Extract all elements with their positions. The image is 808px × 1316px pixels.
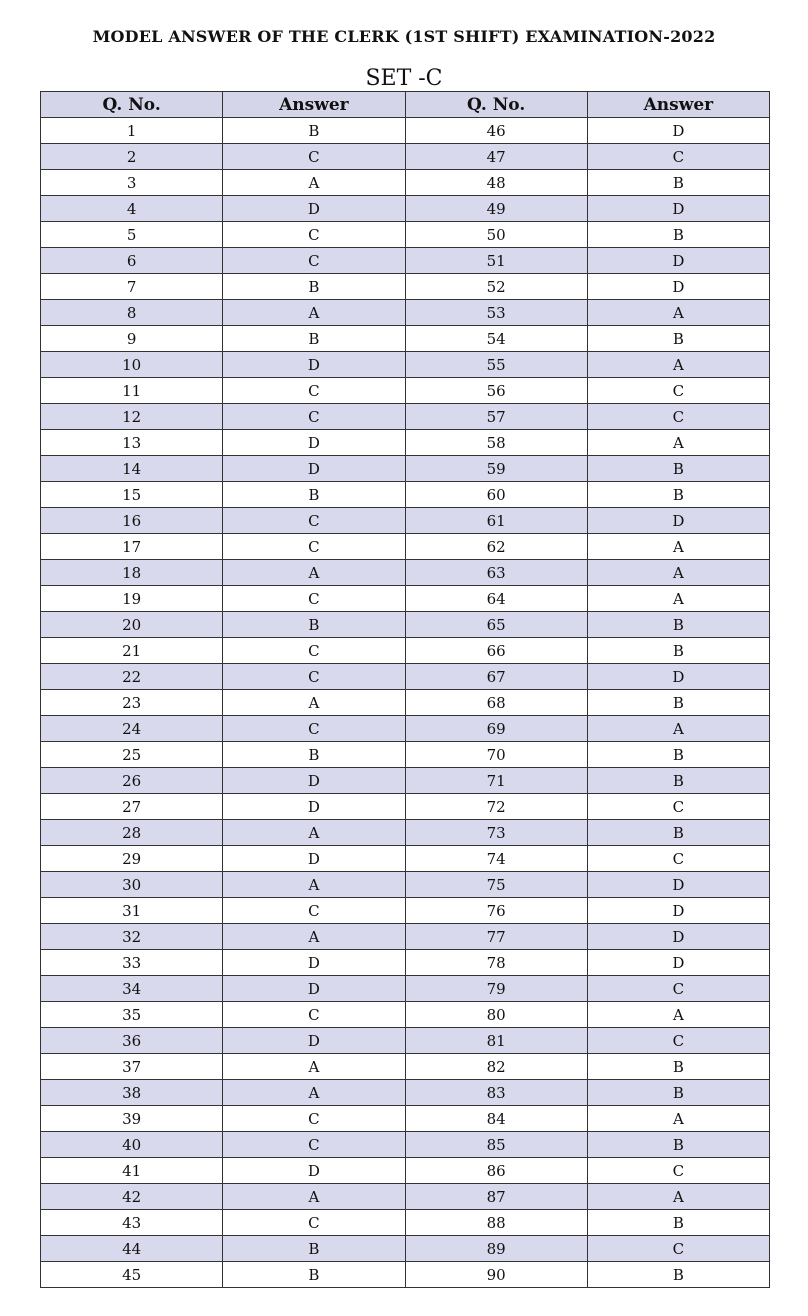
cell-answer-right: D (587, 118, 769, 144)
cell-answer-left: D (223, 430, 405, 456)
cell-qno-right: 60 (405, 482, 587, 508)
table-row (41, 248, 770, 274)
cell-qno-right: 77 (405, 924, 587, 950)
cell-answer-left: B (223, 326, 405, 352)
table-row (41, 1106, 770, 1132)
cell-answer-left: D (223, 976, 405, 1002)
cell-qno-left: 27 (41, 794, 223, 820)
cell-qno-right: 79 (405, 976, 587, 1002)
cell-answer-left: C (223, 248, 405, 274)
table-row (41, 1054, 770, 1080)
cell-answer-right: D (587, 950, 769, 976)
cell-answer-left: C (223, 222, 405, 248)
cell-qno-right: 81 (405, 1028, 587, 1054)
cell-answer-right: B (587, 638, 769, 664)
cell-qno-right: 53 (405, 300, 587, 326)
cell-qno-right: 84 (405, 1106, 587, 1132)
cell-qno-left: 23 (41, 690, 223, 716)
cell-answer-left: A (223, 1080, 405, 1106)
cell-qno-right: 82 (405, 1054, 587, 1080)
cell-qno-right: 85 (405, 1132, 587, 1158)
table-row (41, 1080, 770, 1106)
cell-answer-left: D (223, 456, 405, 482)
cell-answer-right: C (587, 1236, 769, 1262)
cell-qno-left: 25 (41, 742, 223, 768)
cell-answer-left: D (223, 768, 405, 794)
cell-answer-right: B (587, 1132, 769, 1158)
cell-qno-left: 10 (41, 352, 223, 378)
cell-qno-right: 78 (405, 950, 587, 976)
cell-answer-right: D (587, 664, 769, 690)
cell-answer-right: D (587, 872, 769, 898)
cell-answer-right: A (587, 1184, 769, 1210)
cell-answer-left: D (223, 1028, 405, 1054)
cell-answer-left: C (223, 898, 405, 924)
table-row (41, 326, 770, 352)
cell-answer-right: B (587, 1080, 769, 1106)
cell-answer-left: D (223, 794, 405, 820)
cell-answer-left: C (223, 508, 405, 534)
cell-qno-left: 31 (41, 898, 223, 924)
cell-answer-left: D (223, 1158, 405, 1184)
cell-qno-right: 90 (405, 1262, 587, 1288)
cell-qno-right: 66 (405, 638, 587, 664)
answer-key-table (40, 91, 770, 1288)
cell-qno-right: 56 (405, 378, 587, 404)
table-row (41, 1236, 770, 1262)
table-row (41, 638, 770, 664)
cell-qno-right: 63 (405, 560, 587, 586)
cell-answer-left: D (223, 846, 405, 872)
cell-answer-left: A (223, 820, 405, 846)
cell-qno-left: 45 (41, 1262, 223, 1288)
cell-qno-left: 4 (41, 196, 223, 222)
cell-qno-right: 70 (405, 742, 587, 768)
cell-qno-left: 19 (41, 586, 223, 612)
cell-answer-right: B (587, 326, 769, 352)
table-row (41, 716, 770, 742)
cell-answer-left: A (223, 170, 405, 196)
cell-qno-right: 58 (405, 430, 587, 456)
table-row (41, 274, 770, 300)
table-row (41, 1184, 770, 1210)
table-row (41, 456, 770, 482)
cell-qno-left: 35 (41, 1002, 223, 1028)
table-row (41, 924, 770, 950)
cell-qno-right: 54 (405, 326, 587, 352)
cell-qno-left: 37 (41, 1054, 223, 1080)
cell-qno-right: 76 (405, 898, 587, 924)
table-row (41, 118, 770, 144)
cell-answer-right: D (587, 898, 769, 924)
table-row (41, 560, 770, 586)
cell-answer-right: C (587, 794, 769, 820)
table-row (41, 1210, 770, 1236)
table-row (41, 508, 770, 534)
cell-qno-right: 52 (405, 274, 587, 300)
cell-qno-right: 50 (405, 222, 587, 248)
cell-answer-right: C (587, 846, 769, 872)
header-qno-right: Q. No. (405, 92, 587, 118)
table-row (41, 586, 770, 612)
cell-answer-left: C (223, 144, 405, 170)
cell-answer-left: B (223, 612, 405, 638)
cell-qno-right: 71 (405, 768, 587, 794)
table-row (41, 690, 770, 716)
table-row (41, 664, 770, 690)
cell-qno-right: 69 (405, 716, 587, 742)
cell-qno-right: 46 (405, 118, 587, 144)
cell-answer-right: A (587, 430, 769, 456)
table-row (41, 1132, 770, 1158)
cell-qno-right: 47 (405, 144, 587, 170)
cell-qno-left: 14 (41, 456, 223, 482)
cell-qno-left: 20 (41, 612, 223, 638)
cell-qno-right: 48 (405, 170, 587, 196)
table-row (41, 1158, 770, 1184)
cell-qno-left: 16 (41, 508, 223, 534)
cell-qno-left: 8 (41, 300, 223, 326)
cell-qno-left: 43 (41, 1210, 223, 1236)
cell-answer-left: B (223, 482, 405, 508)
cell-qno-left: 17 (41, 534, 223, 560)
cell-answer-right: B (587, 820, 769, 846)
cell-qno-right: 80 (405, 1002, 587, 1028)
cell-qno-right: 51 (405, 248, 587, 274)
cell-qno-right: 55 (405, 352, 587, 378)
cell-answer-right: B (587, 456, 769, 482)
cell-answer-left: A (223, 1184, 405, 1210)
cell-answer-right: C (587, 378, 769, 404)
cell-qno-left: 42 (41, 1184, 223, 1210)
cell-qno-left: 34 (41, 976, 223, 1002)
cell-answer-left: C (223, 1002, 405, 1028)
cell-answer-right: C (587, 976, 769, 1002)
cell-answer-right: A (587, 534, 769, 560)
cell-qno-left: 11 (41, 378, 223, 404)
cell-qno-right: 87 (405, 1184, 587, 1210)
cell-answer-left: B (223, 1262, 405, 1288)
cell-answer-right: B (587, 612, 769, 638)
cell-qno-right: 62 (405, 534, 587, 560)
cell-qno-right: 88 (405, 1210, 587, 1236)
table-row (41, 794, 770, 820)
table-row (41, 768, 770, 794)
table-row (41, 404, 770, 430)
table-row (41, 872, 770, 898)
cell-answer-right: B (587, 742, 769, 768)
table-header-row (41, 92, 770, 118)
cell-answer-right: B (587, 1210, 769, 1236)
cell-answer-right: A (587, 716, 769, 742)
table-row (41, 976, 770, 1002)
table-row (41, 378, 770, 404)
cell-qno-left: 6 (41, 248, 223, 274)
cell-answer-right: C (587, 1158, 769, 1184)
cell-answer-left: C (223, 664, 405, 690)
table-row (41, 846, 770, 872)
cell-qno-left: 2 (41, 144, 223, 170)
cell-answer-left: B (223, 742, 405, 768)
cell-qno-left: 21 (41, 638, 223, 664)
cell-qno-left: 41 (41, 1158, 223, 1184)
cell-answer-right: B (587, 690, 769, 716)
table-row (41, 1002, 770, 1028)
cell-qno-right: 57 (405, 404, 587, 430)
cell-answer-left: C (223, 404, 405, 430)
cell-answer-left: A (223, 1054, 405, 1080)
cell-answer-left: A (223, 300, 405, 326)
cell-qno-right: 72 (405, 794, 587, 820)
cell-answer-left: B (223, 1236, 405, 1262)
cell-answer-left: C (223, 378, 405, 404)
cell-answer-left: C (223, 716, 405, 742)
table-row (41, 144, 770, 170)
header-answer-left: Answer (223, 92, 405, 118)
table-row (41, 196, 770, 222)
cell-qno-right: 73 (405, 820, 587, 846)
cell-qno-right: 67 (405, 664, 587, 690)
header-answer-right: Answer (587, 92, 769, 118)
cell-answer-right: B (587, 170, 769, 196)
table-row (41, 1262, 770, 1288)
cell-answer-right: A (587, 300, 769, 326)
cell-answer-left: C (223, 1132, 405, 1158)
cell-qno-left: 28 (41, 820, 223, 846)
cell-qno-right: 64 (405, 586, 587, 612)
cell-qno-right: 49 (405, 196, 587, 222)
cell-answer-right: A (587, 560, 769, 586)
cell-answer-left: B (223, 118, 405, 144)
table-row (41, 1028, 770, 1054)
table-row (41, 742, 770, 768)
table-row (41, 820, 770, 846)
cell-qno-left: 15 (41, 482, 223, 508)
cell-answer-left: B (223, 274, 405, 300)
set-label: SET -C (365, 66, 443, 91)
table-row (41, 534, 770, 560)
cell-answer-left: C (223, 638, 405, 664)
cell-answer-right: A (587, 1106, 769, 1132)
cell-qno-right: 75 (405, 872, 587, 898)
cell-answer-left: C (223, 534, 405, 560)
cell-answer-left: A (223, 560, 405, 586)
cell-qno-left: 33 (41, 950, 223, 976)
cell-qno-right: 68 (405, 690, 587, 716)
cell-qno-left: 38 (41, 1080, 223, 1106)
cell-qno-right: 86 (405, 1158, 587, 1184)
cell-answer-right: A (587, 586, 769, 612)
cell-answer-left: C (223, 1106, 405, 1132)
cell-qno-right: 59 (405, 456, 587, 482)
document-title: MODEL ANSWER OF THE CLERK (1ST SHIFT) EXAMINATION-2022 (92, 27, 716, 46)
cell-answer-left: A (223, 924, 405, 950)
table-row (41, 898, 770, 924)
cell-qno-left: 24 (41, 716, 223, 742)
cell-answer-right: D (587, 196, 769, 222)
cell-answer-right: A (587, 352, 769, 378)
table-row (41, 430, 770, 456)
cell-qno-right: 61 (405, 508, 587, 534)
cell-answer-left: D (223, 950, 405, 976)
table-row (41, 352, 770, 378)
cell-answer-right: D (587, 924, 769, 950)
cell-answer-right: B (587, 222, 769, 248)
cell-qno-left: 30 (41, 872, 223, 898)
cell-qno-left: 5 (41, 222, 223, 248)
cell-qno-left: 18 (41, 560, 223, 586)
cell-answer-right: B (587, 768, 769, 794)
cell-qno-left: 36 (41, 1028, 223, 1054)
cell-qno-right: 89 (405, 1236, 587, 1262)
cell-qno-left: 26 (41, 768, 223, 794)
cell-answer-left: C (223, 1210, 405, 1236)
cell-qno-left: 29 (41, 846, 223, 872)
cell-qno-left: 40 (41, 1132, 223, 1158)
cell-answer-right: C (587, 404, 769, 430)
cell-answer-right: A (587, 1002, 769, 1028)
cell-qno-left: 22 (41, 664, 223, 690)
cell-answer-right: B (587, 1054, 769, 1080)
cell-answer-right: C (587, 1028, 769, 1054)
cell-qno-left: 32 (41, 924, 223, 950)
table-row (41, 950, 770, 976)
table-row (41, 300, 770, 326)
table-row (41, 612, 770, 638)
answer-table-body (41, 118, 770, 1288)
cell-qno-left: 39 (41, 1106, 223, 1132)
cell-qno-left: 3 (41, 170, 223, 196)
cell-qno-left: 13 (41, 430, 223, 456)
header-qno-left: Q. No. (41, 92, 223, 118)
cell-answer-right: C (587, 144, 769, 170)
cell-answer-left: D (223, 196, 405, 222)
cell-qno-left: 7 (41, 274, 223, 300)
table-row (41, 170, 770, 196)
cell-answer-right: D (587, 248, 769, 274)
cell-qno-right: 83 (405, 1080, 587, 1106)
table-row (41, 222, 770, 248)
cell-answer-right: D (587, 508, 769, 534)
table-row (41, 482, 770, 508)
cell-qno-left: 44 (41, 1236, 223, 1262)
cell-qno-left: 12 (41, 404, 223, 430)
cell-answer-right: B (587, 1262, 769, 1288)
cell-qno-left: 9 (41, 326, 223, 352)
cell-answer-left: A (223, 872, 405, 898)
cell-answer-right: D (587, 274, 769, 300)
cell-answer-left: C (223, 586, 405, 612)
cell-qno-right: 65 (405, 612, 587, 638)
cell-answer-right: B (587, 482, 769, 508)
cell-answer-left: D (223, 352, 405, 378)
cell-qno-right: 74 (405, 846, 587, 872)
cell-qno-left: 1 (41, 118, 223, 144)
cell-answer-left: A (223, 690, 405, 716)
